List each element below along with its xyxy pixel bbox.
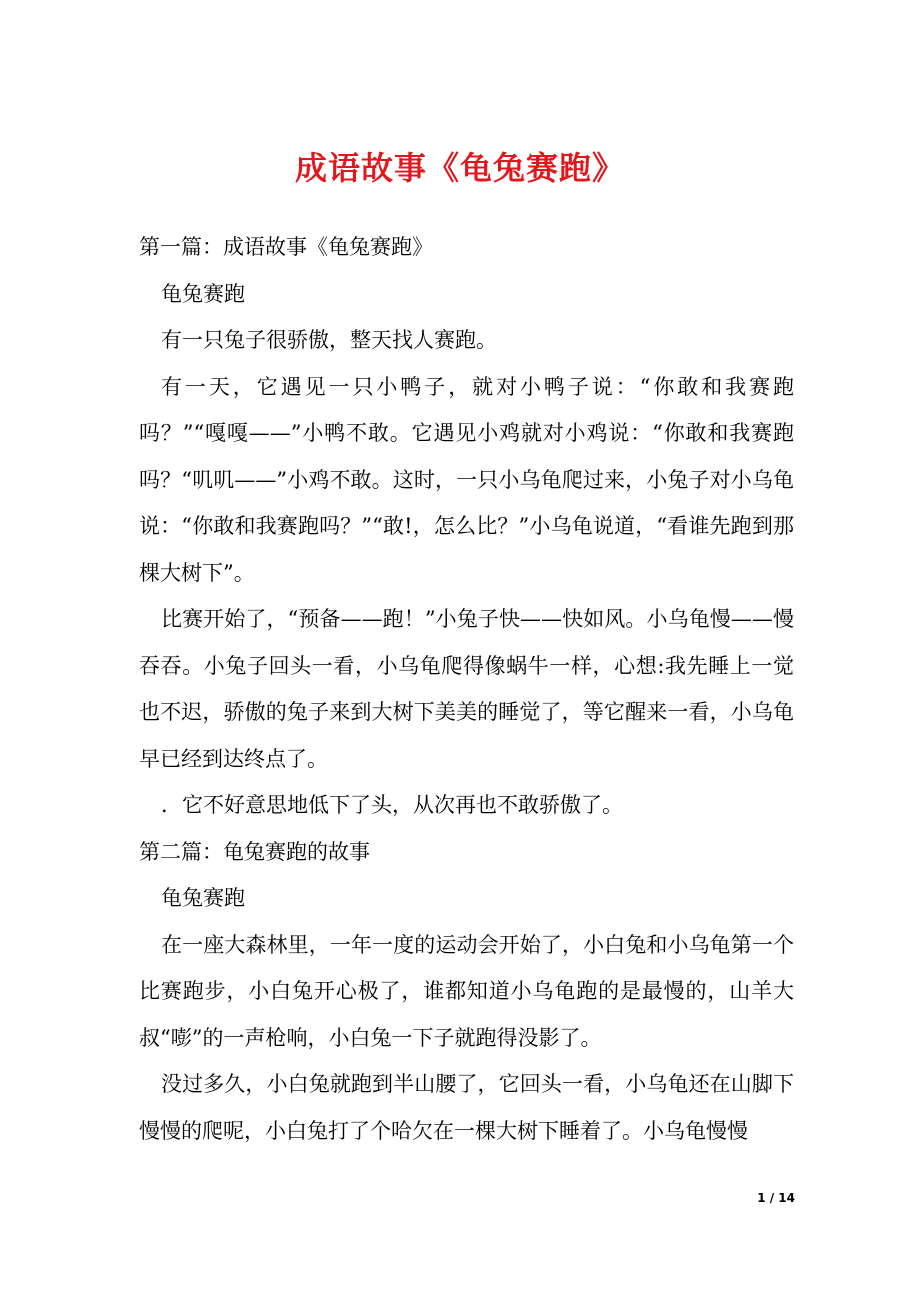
paragraph: 有一天，它遇见一只小鸭子，就对小鸭子说：“你敢和我赛跑吗？”“嘎嘎——”小鸭不敢。它遇见小鸡就对小鸡说：“你敢和我赛跑吗？“叽叽——”小鸡不敢。这时，一只小乌龟爬过来，小兔子对小乌龟说：“你敢和我赛跑吗？”“敢!，怎么比？”小乌龟说道，“看谁先跑到那棵大树下”。 [139, 374, 794, 585]
document-title: 成语故事《龟兔赛跑》 [294, 149, 625, 187]
paragraph: 有一只兔子很骄傲，整天找人赛跑。 [161, 328, 497, 352]
page-number: 1 / 14 [757, 1191, 795, 1205]
paragraph: 在一座大森林里，一年一度的运动会开始了，小白兔和小乌龟第一个比赛跑步，小白兔开心极了，谁都知道小乌龟跑的是最慢的，山羊大叔“嘭”的一声枪响，小白兔一下子就跑得没影了。 [139, 932, 794, 1050]
document-body [139, 224, 794, 1154]
paragraph: ．它不好意思地低下了头，从次再也不敢骄傲了。 [161, 793, 623, 817]
section-heading-2: 第二篇：龟兔赛跑的故事 [139, 839, 370, 864]
story-subtitle-2: 龟兔赛跑 [161, 886, 245, 910]
story-subtitle-1: 龟兔赛跑 [161, 281, 245, 306]
paragraph: 比赛开始了，“预备——跑！”小兔子快——快如风。小乌龟慢——慢吞吞。小兔子回头一看，小乌龟爬得像蜗牛一样，心想:我先睡上一觉也不迟，骄傲的兔子来到大树下美美的睡觉了，等它醒来一看，小乌龟早已经到达终点了。 [139, 607, 794, 771]
section-heading-1: 第一篇：成语故事《龟兔赛跑》 [139, 235, 433, 259]
paragraph: 没过多久，小白兔就跑到半山腰了，它回头一看，小乌龟还在山脚下慢慢的爬呢，小白兔打了个哈欠在一棵大树下睡着了。小乌龟慢慢 [139, 1072, 794, 1143]
